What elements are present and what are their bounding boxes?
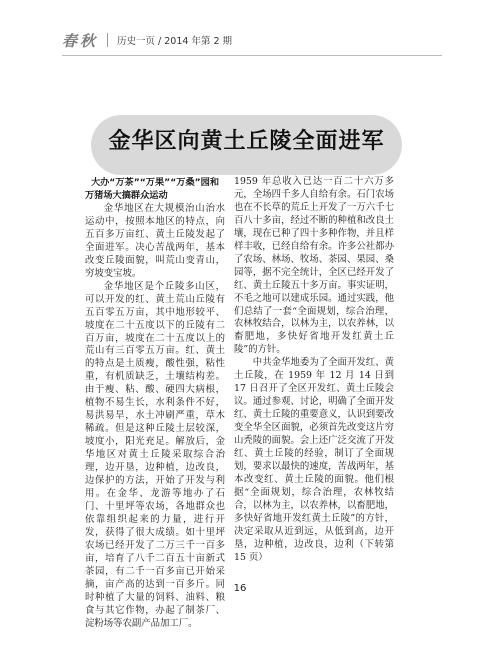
- paragraph: 金华地区是个丘陵多山区，可以开发的红、黄土荒山丘陵有五百零五万亩，其中地形较平、坡度在二十五度以下的丘陵有二百万亩，坡度在二十五度以上的荒山有三百零五万亩。红、黄土的特点是土质瘦，酸性强，粘性重，有机质缺乏，土壤结构差。由于瘦、粘、酸、硬四大病根，植物不易生长，水利条件不好，易洪易旱，水土冲刷严重，草木稀疏。但是这种丘陵土层较深，坡度小，阳光充足。解放后，金华地区对黄土丘陵采取综合治理，边开垦，边种植，边改良，边保护的方法，开始了开发与利用。在金华、龙游等地办了石门、十里坪等农场，各地群众也依靠组织起来的力量，进行开发，获得了很大成绩。如十里坪农场已经开发了二万三千一百多亩，培育了八千二百五十亩新式茶园，有二千一百多亩已开始采摘，亩产高的达到一百多斤。同时种植了大量的饲料、油料、粮食与其它作物，办起了制茶厂、淀粉场等农副产品加工厂。: [85, 280, 225, 629]
- right-column: [234, 176, 394, 565]
- header-rule: [62, 55, 442, 56]
- paragraph: 中共金华地委为了全面开发红、黄土丘陵，在 1959 年 12 月 14 日到 17 日召开了全区开发红、黄土丘陵会议。通过参观、讨论，明确了全面开发红、黄土丘陵的重要意义，认识到要改变全华全区面貌，必须首先改变这片穷山秃陵的面貌。会上还广泛交流了开发红、黄土丘陵的经验，制订了全面规划，要求以最快的速度，苦战两年，基本改变红、黄土丘陵的面貌。他们根据“全面规划，综合治理，农林牧结合，以林为主，以农养林，以畜肥地，多快好省地开发红黄土丘陵”的方针，决定采取从近到远，从低到高，边开垦，边种植，边改良，边利（下转第 15 页）: [234, 357, 394, 563]
- subtitle-line-1: 大办“万茶”“万果”“万桑”园和: [90, 177, 220, 188]
- article-subtitle: [85, 176, 225, 202]
- subtitle-line-2: 万猪场大搞群众运动: [85, 190, 168, 201]
- section-title: 历史一页 / 2014 年第 2 期: [117, 36, 233, 47]
- article-title: 金华区向黄土丘陵全面进军: [108, 129, 385, 154]
- magazine-logo: 春秋: [62, 31, 99, 50]
- left-column: [85, 176, 225, 630]
- paragraph: 1959 年总收入已达一百二十六万多元，全场四千多人自给有余。石门农场也在不长草的荒丘上开发了一万六千七百八十多亩，经过不断的种植和改良土壤，现在已种了四十多种作物，并且样样丰收，已经自给有余。许多公社都办了农场、林场、牧场、茶园、果园、桑园等，据不完全统计，全区已经开发了红、黄土丘陵五十多万亩。事实证明，不毛之地可以建成乐园。通过实践，他们总结了一套“全面规划，综合治理，农林牧结合，以林为主，以农养林，以畜肥地，多快好省地开发红黄土丘陵”的方针。: [234, 176, 394, 356]
- magazine-header: [62, 28, 432, 52]
- header-divider: [107, 33, 108, 47]
- page-number: 16: [233, 583, 247, 594]
- paragraph: 金华地区在大规模治山治水运动中，按照本地区的特点，向五百多万亩红、黄土丘陵发起了全面进军。决心苦战两年，基本改变丘陵面貌，叫荒山变青山，穷坡变宝坡。: [85, 203, 225, 279]
